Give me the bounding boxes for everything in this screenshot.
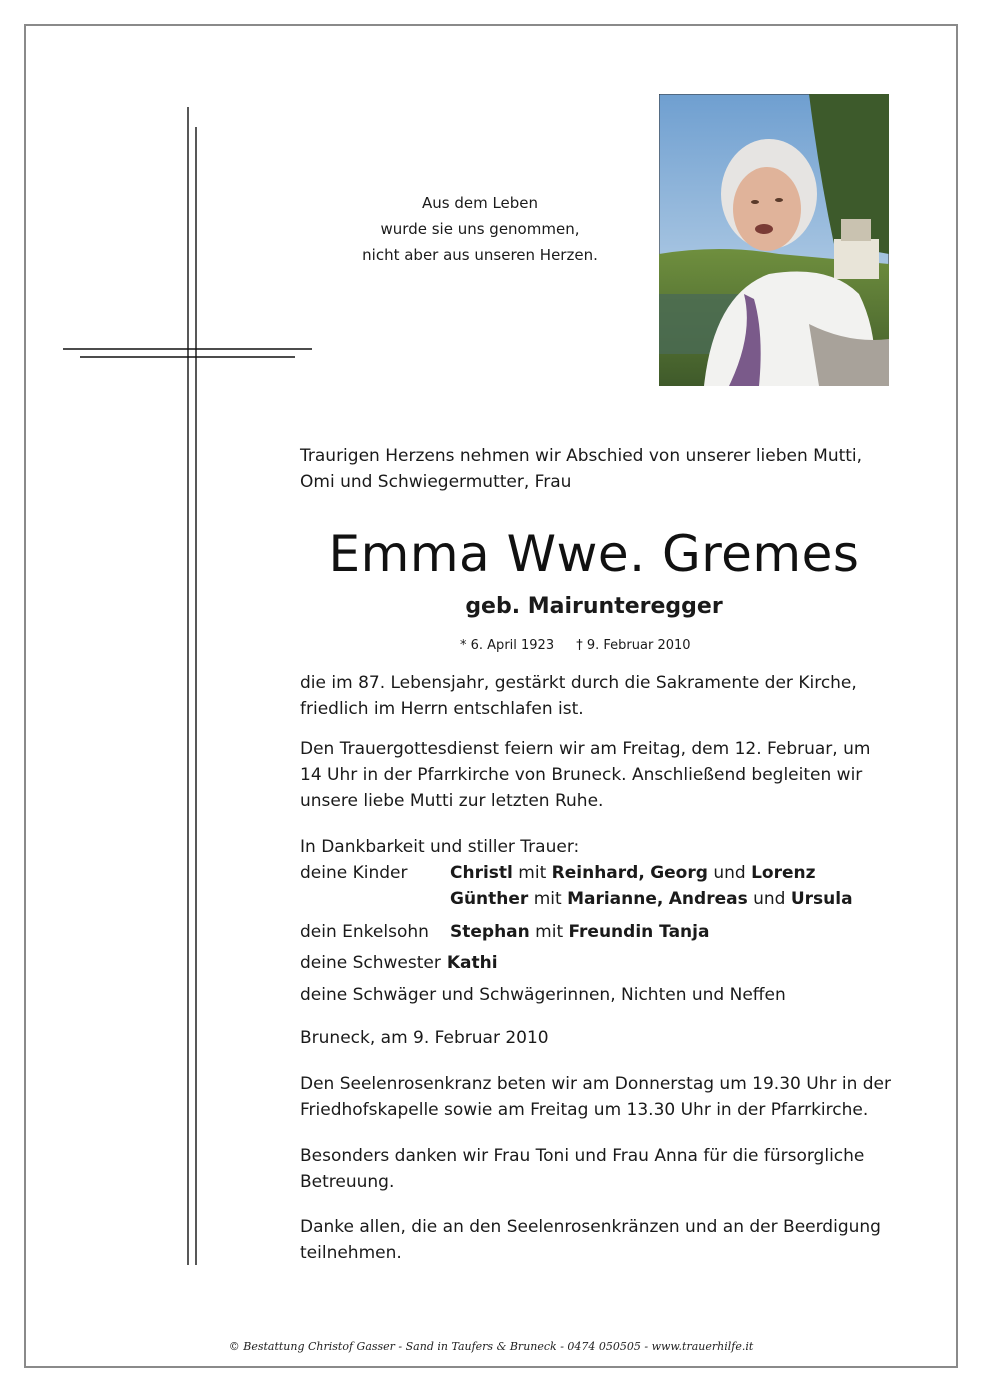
relation-label: dein Enkelsohn [300, 922, 429, 942]
relation-label: deine Kinder [300, 863, 408, 883]
closing-paragraph [300, 1214, 890, 1266]
mourner-name: Günther [450, 889, 529, 909]
inlaws-row: deine Schwäger und Schwägerinnen, Nichten und Neffen [300, 985, 786, 1005]
passing-paragraph [300, 670, 890, 722]
paragraph-line: Danke allen, die an den Seelenrosenkränzen und an der Beerdigung [300, 1217, 881, 1237]
mourner-name: Stephan [450, 922, 530, 942]
rosary-paragraph [300, 1071, 890, 1123]
life-dates [460, 636, 760, 656]
birth-date: * 6. April 1923 [460, 638, 555, 653]
connector: mit [535, 922, 564, 942]
funeral-paragraph [300, 736, 890, 814]
mourners-heading: In Dankbarkeit und stiller Trauer: [300, 837, 580, 857]
paragraph-line: Betreuung. [300, 1172, 395, 1192]
mourner-name: Kathi [446, 953, 498, 973]
intro-line: Traurigen Herzens nehmen wir Abschied von unserer lieben Mutti, [300, 446, 863, 466]
maiden-name: geb. Mairunteregger [465, 594, 723, 619]
motto-line: wurde sie uns genommen, [380, 220, 580, 238]
connector: und [753, 889, 786, 909]
connector: mit [533, 889, 562, 909]
paragraph-line: Den Trauergottesdienst feiern wir am Freitag, dem 12. Februar, um [300, 739, 871, 759]
sister-row [300, 950, 498, 976]
death-date: † 9. Februar 2010 [576, 638, 691, 653]
paragraph-line: Den Seelenrosenkranz beten wir am Donnerstag um 19.30 Uhr in der [300, 1074, 891, 1094]
mourner-name: Ursula [790, 889, 853, 909]
portrait-photo [659, 94, 889, 386]
paragraph-line: unsere liebe Mutti zur letzten Ruhe. [300, 791, 604, 811]
children-row: Günther mit Marianne, Andreas und Ursula [450, 889, 853, 909]
paragraph-line: teilnehmen. [300, 1243, 402, 1263]
paragraph-line: 14 Uhr in der Pfarrkirche von Bruneck. Anschließend begleiten wir [300, 765, 863, 785]
mourner-name: Lorenz [751, 863, 816, 883]
motto-line: nicht aber aus unseren Herzen. [362, 246, 598, 264]
deceased-name: Emma Wwe. Gremes [328, 525, 860, 583]
paragraph-line: Besonders danken wir Frau Toni und Frau Anna für die fürsorgliche [300, 1146, 865, 1166]
mourner-name: Christl [450, 863, 513, 883]
place-date: Bruneck, am 9. Februar 2010 [300, 1028, 549, 1048]
intro-line: Omi und Schwiegermutter, Frau [300, 472, 572, 492]
mourner-name: Freundin Tanja [568, 922, 710, 942]
paragraph-line: Friedhofskapelle sowie am Freitag um 13.30 Uhr in der Pfarrkirche. [300, 1100, 869, 1120]
relation-label: deine Schwester [300, 953, 441, 973]
motto-line: Aus dem Leben [421, 194, 539, 212]
grandson-row [300, 919, 709, 945]
connector: und [713, 863, 746, 883]
motto [330, 190, 630, 268]
mourner-name: Marianne [567, 889, 657, 909]
connector: mit [518, 863, 547, 883]
paragraph-line: die im 87. Lebensjahr, gestärkt durch die Sakramente der Kirche, [300, 673, 857, 693]
footer-credit: © Bestattung Christof Gasser - Sand in Taufers & Bruneck - 0474 050505 - www.trauerhilfe.it [228, 1340, 754, 1353]
mourner-name: Georg [650, 863, 708, 883]
paragraph-line: friedlich im Herrn entschlafen ist. [300, 699, 584, 719]
mourner-name: Andreas [668, 889, 748, 909]
intro-paragraph [300, 443, 890, 495]
children-row: deine Kinder Christl mit Reinhard, Georg und Lorenz [300, 860, 816, 886]
thanks-paragraph [300, 1143, 890, 1195]
mourner-name: Reinhard [551, 863, 639, 883]
